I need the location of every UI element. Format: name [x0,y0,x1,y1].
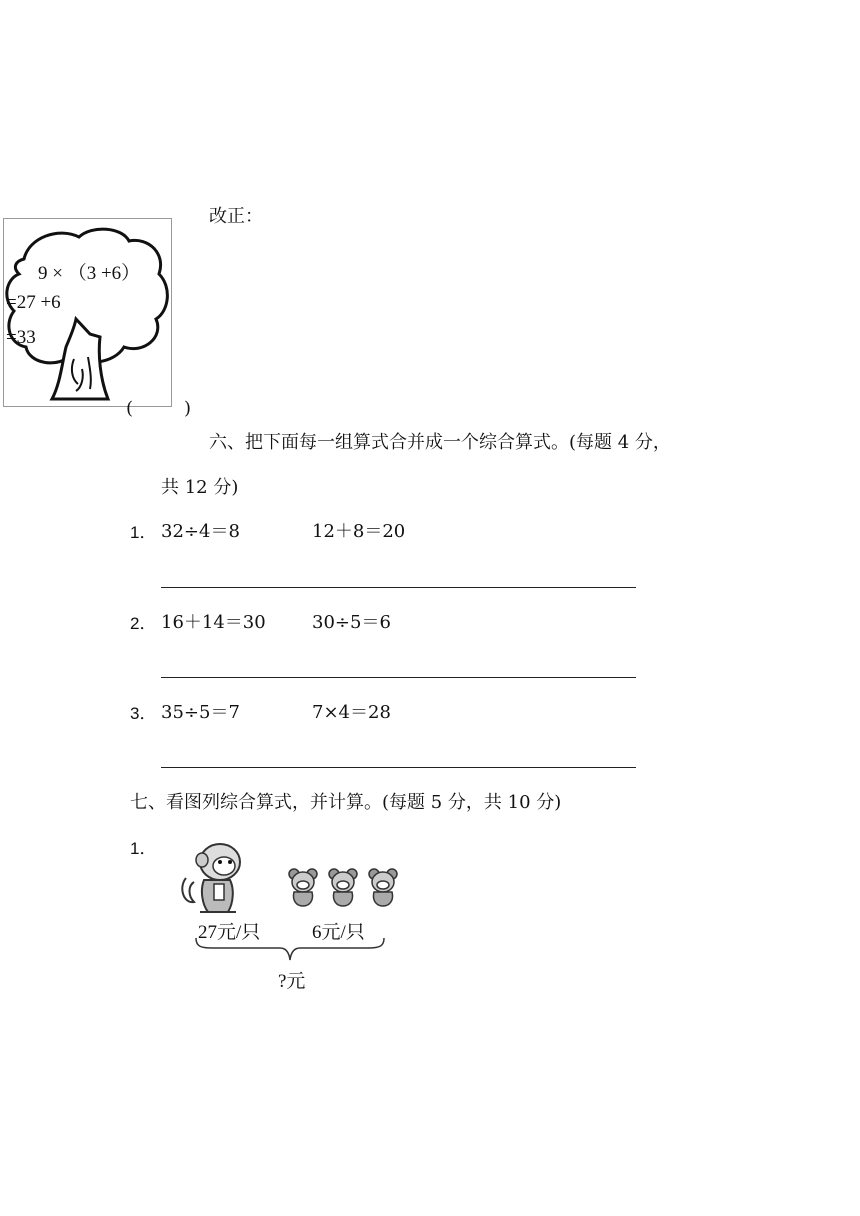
item3-equation-2: 7×4＝28 [312,702,391,723]
item2-equation-2: 30÷5＝6 [312,612,391,633]
tree-calculation-image [3,218,172,407]
doll-2 [329,869,357,906]
doll-toys-image [288,866,400,908]
item1-equation-1: 32÷4＝8 [161,521,240,542]
answer-paren-right: ) [184,398,192,419]
monkey-price: 27元/只 [198,922,261,943]
correction-label: 改正： [209,206,263,227]
monkey-toy-image [178,838,250,918]
section6-heading-line2: 共 12 分) [161,477,239,498]
item1-equation-2: 12＋8＝20 [312,521,406,542]
answer-line-3[interactable] [161,767,636,768]
doll-3 [369,869,397,906]
item2-equation-1: 16＋14＝30 [161,612,266,633]
total-brace [194,936,386,964]
item3-equation-1: 35÷5＝7 [161,702,240,723]
doll-1 [289,869,317,906]
item-number-3: 3． [130,704,157,723]
tree-line-1: 9 × （3 +6） [38,263,141,284]
doll-price: 6元/只 [312,922,365,943]
item-number-2: 2． [130,614,157,633]
section7-item-number-1: 1． [130,839,157,858]
answer-line-2[interactable] [161,677,636,678]
tree-line-2: =27 +6 [6,292,61,313]
answer-paren-left: ( [126,398,134,419]
item-number-1: 1． [130,523,157,542]
answer-line-1[interactable] [161,587,636,588]
tree-line-3: =33 [6,327,36,348]
section7-heading: 七、看图列综合算式，并计算。(每题 5 分，共 10 分) [130,792,562,813]
section6-heading-line1: 六、把下面每一组算式合并成一个综合算式。(每题 4 分， [209,432,671,453]
total-unknown: ?元 [278,971,306,992]
